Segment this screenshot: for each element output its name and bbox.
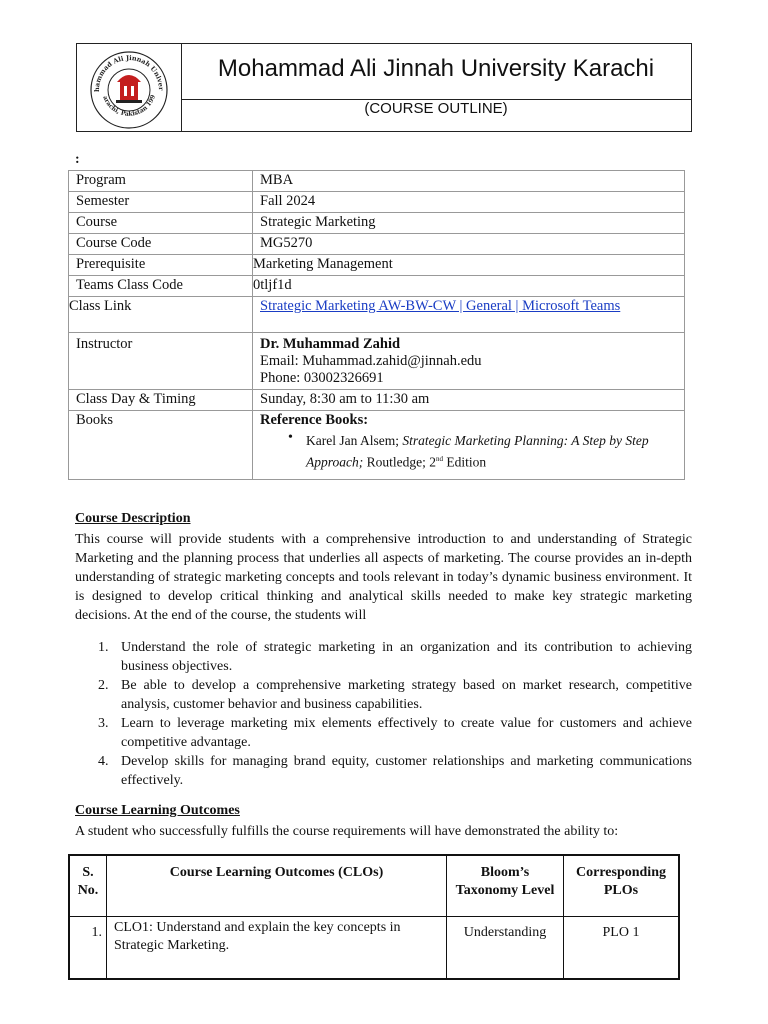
colon-marker: : [75, 152, 80, 167]
class-link-label: Class Link [69, 297, 253, 333]
table-row [69, 297, 685, 333]
course-value: Strategic Marketing [253, 213, 685, 234]
course-label: Course [69, 213, 253, 234]
table-row [69, 213, 685, 234]
col-header-bloom: Bloom’s Taxonomy Level [447, 855, 564, 917]
course-code-label: Course Code [69, 234, 253, 255]
teams-code-value: 0tljf1d [253, 276, 685, 297]
book-author: Karel Jan Alsem; [306, 433, 403, 448]
col-header-plo: Corresponding PLOs [564, 855, 680, 917]
table-row [69, 333, 685, 390]
col-header-clo: Course Learning Outcomes (CLOs) [107, 855, 447, 917]
table-header-row [69, 855, 679, 917]
book-list [260, 431, 684, 472]
list-item [98, 714, 692, 752]
timing-value: Sunday, 8:30 am to 11:30 am [253, 390, 685, 411]
books-label: Books [69, 411, 253, 480]
learning-outcomes-intro: A student who successfully fulfills the course requirements will have demonstrated the ability to: [75, 824, 619, 839]
clo-bloom: Understanding [447, 917, 564, 980]
class-link[interactable]: Strategic Marketing AW-BW-CW | General | Microsoft Teams [260, 298, 621, 314]
col-header-sno: S. No. [69, 855, 107, 917]
clo-table [68, 854, 680, 980]
clo-plo: PLO 1 [564, 917, 680, 980]
university-seal-logo [77, 44, 181, 131]
table-row [69, 276, 685, 297]
course-description-heading: Course Description [75, 511, 191, 526]
item-number: 1. [98, 640, 109, 655]
books-cell [253, 411, 685, 480]
item-number: 3. [98, 716, 109, 731]
prerequisite-label: Prerequisite [69, 255, 253, 276]
table-row [69, 411, 685, 480]
objective-text: Be able to develop a comprehensive marketing strategy based on market research, competitive analysis, customer behavior and business capabilities. [121, 678, 692, 712]
course-code-value: MG5270 [253, 234, 685, 255]
book-edition: Edition [443, 454, 487, 470]
prerequisite-value: Marketing Management [253, 255, 685, 276]
instructor-cell [253, 333, 685, 390]
learning-outcomes-heading: Course Learning Outcomes [75, 803, 240, 818]
table-row [69, 255, 685, 276]
instructor-label: Instructor [69, 333, 253, 390]
logo-emblem [116, 75, 142, 103]
list-item [288, 431, 684, 472]
clo-text: CLO1: Understand and explain the key concepts in Strategic Marketing. [107, 917, 447, 980]
class-link-cell [253, 297, 685, 333]
instructor-email: Email: Muhammad.zahid@jinnah.edu [260, 353, 482, 369]
table-row [69, 171, 685, 192]
timing-label: Class Day & Timing [69, 390, 253, 411]
table-row [69, 234, 685, 255]
list-item [98, 752, 692, 790]
svg-text:Mohammad Ali Jinnah University: hammad Ali Jinnah Univer [92, 53, 166, 92]
semester-label: Semester [69, 192, 253, 213]
document-header [76, 43, 692, 132]
book-edition-sup: nd [436, 455, 443, 463]
objective-text: Develop skills for managing brand equity, customer relationships and marketing communications effectively. [121, 754, 692, 788]
logo-cell [77, 44, 182, 131]
books-heading: Reference Books: [260, 412, 369, 428]
list-item [98, 638, 692, 676]
svg-text:Karachi, Pakistan 1998: arachi, Pakistan 199 [101, 94, 158, 118]
book-title: Strategic Marketing Planning: A Step by Step Approach; [306, 433, 649, 470]
course-objectives-list [98, 638, 692, 790]
course-description-text: This course will provide students with a comprehensive introduction to and understanding of Strategic Marketing and the planning process that underlies all aspects of marketing. The course provides an in-depth understanding of strategic marketing concepts and tools relevant in today’s dynamic business environment. It is designed to develop critical thinking and analytical skills needed to make key strategic marketing decisions. At the end of the course, the students will [75, 532, 692, 623]
university-title: Mohammad Ali Jinnah University Karachi [181, 44, 691, 100]
table-row [69, 390, 685, 411]
bullet-icon: • [288, 430, 293, 445]
list-item [98, 676, 692, 714]
table-row [69, 917, 679, 980]
program-value: MBA [253, 171, 685, 192]
program-label: Program [69, 171, 253, 192]
semester-value: Fall 2024 [253, 192, 685, 213]
instructor-name: Dr. Muhammad Zahid [260, 336, 401, 352]
objective-text: Learn to leverage marketing mix elements effectively to create value for customers and achieve competitive advantage. [121, 716, 692, 750]
item-number: 2. [98, 678, 109, 693]
objective-text: Understand the role of strategic marketing in an organization and its contribution to achieving business objectives. [121, 640, 692, 674]
clo-sno: 1. [69, 917, 107, 980]
book-publisher: Routledge; 2 [363, 454, 436, 470]
table-row [69, 192, 685, 213]
course-info-table [68, 170, 685, 480]
document-type: (COURSE OUTLINE) [364, 100, 508, 117]
teams-code-label: Teams Class Code [69, 276, 253, 297]
instructor-phone: Phone: 03002326691 [260, 370, 384, 386]
item-number: 4. [98, 754, 109, 769]
